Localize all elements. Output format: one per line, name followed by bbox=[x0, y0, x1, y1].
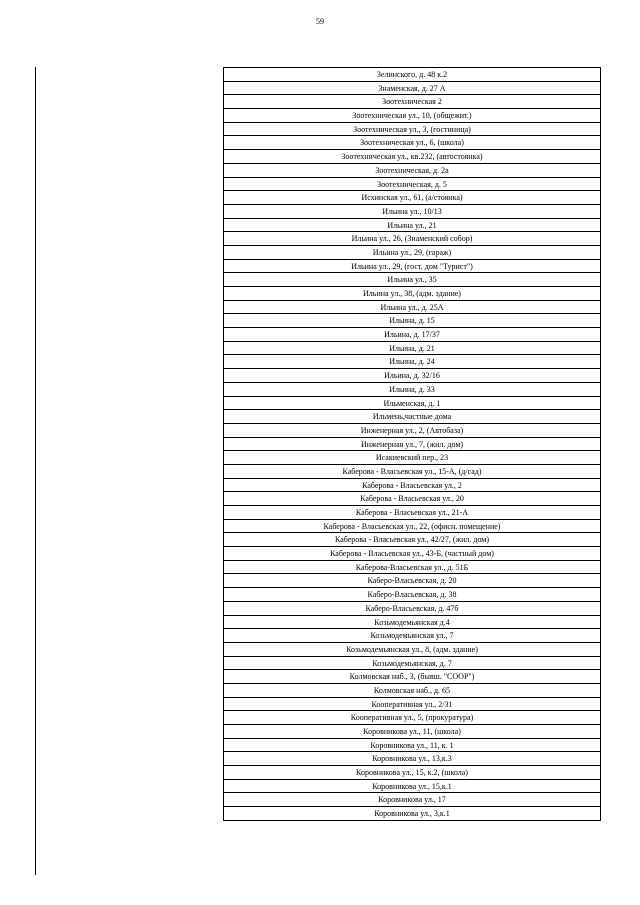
table-row: Ильина, д. 17/37 bbox=[224, 328, 600, 342]
table-row: Зелинского, д. 48 к.2 bbox=[224, 68, 600, 82]
table-row: Ильина, д. 21 bbox=[224, 342, 600, 356]
table-row: Знаменская, д. 27 А bbox=[224, 82, 600, 96]
table-row: Ильмень,частные дома bbox=[224, 410, 600, 424]
table-row: Ильина, д. 15 bbox=[224, 314, 600, 328]
table-row: Каберо-Власьевская, д. 38 bbox=[224, 588, 600, 602]
table-row: Каберова - Власьевская ул., 20 bbox=[224, 492, 600, 506]
table-row: Зоотехническая ул., 3, (гостиница) bbox=[224, 123, 600, 137]
table-row: Кооперативная ул., 2/31 bbox=[224, 698, 600, 712]
table-row: Зоотехническая, д. 2а bbox=[224, 164, 600, 178]
table-row: Инженерная ул., 7, (жил. дом) bbox=[224, 438, 600, 452]
page-number: 59 bbox=[316, 17, 324, 26]
table-row: Коровникова ул., 3,к.1 bbox=[224, 807, 600, 821]
table-row: Коровникова ул., 15, к.2, (школа) bbox=[224, 766, 600, 780]
table-row: Каберо-Власьевская, д. 20 bbox=[224, 574, 600, 588]
table-row: Ильина ул., 29, (гост. дом "Турист") bbox=[224, 260, 600, 274]
table-row: Зоотехническая 2 bbox=[224, 95, 600, 109]
table-row: Каберова - Власьевская ул., 22, (офисн. помещение) bbox=[224, 520, 600, 534]
table-row: Ильина ул., 29, (гараж) bbox=[224, 246, 600, 260]
table-row: Козьмодемьянская д.4 bbox=[224, 616, 600, 630]
table-row: Ильменская, д. 1 bbox=[224, 397, 600, 411]
table-row: Исхинская ул., 61, (а/стоянка) bbox=[224, 191, 600, 205]
table-row: Зоотехническая ул., 6, (школа) bbox=[224, 136, 600, 150]
table-row: Зоотехническая ул., 10, (общежит.) bbox=[224, 109, 600, 123]
table-row: Каберова - Власьевская ул., 21-А bbox=[224, 506, 600, 520]
table-row: Ильина, д. 24 bbox=[224, 355, 600, 369]
table-row: Козьмодемьянская ул., 7 bbox=[224, 629, 600, 643]
table-row: Каберо-Власьевская, д. 47б bbox=[224, 602, 600, 616]
left-margin-line bbox=[35, 67, 36, 875]
address-table bbox=[223, 67, 601, 821]
table-row: Каберова - Власьевская ул., 15-А, (д/сад) bbox=[224, 465, 600, 479]
table-row: Коровникова ул., 17 bbox=[224, 793, 600, 807]
table-row: Коровникова ул., 15,к.1 bbox=[224, 780, 600, 794]
table-row: Ильина, д. 32/16 bbox=[224, 369, 600, 383]
table-row: Каберова - Власьевская ул., 43-Б, (частный дом) bbox=[224, 547, 600, 561]
table-row: Зоотехническая ул., кв.232, (автостоянка) bbox=[224, 150, 600, 164]
table-row: Коровникова ул., 11, к. 1 bbox=[224, 739, 600, 753]
table-row: Каберова-Власьевская ул., д. 51Б bbox=[224, 561, 600, 575]
table-row: Зоотехническая, д. 5 bbox=[224, 178, 600, 192]
table-row: Ильина ул., 21 bbox=[224, 219, 600, 233]
table-row: Козьмодемьянская, д. 7 bbox=[224, 657, 600, 671]
table-row: Колмовская наб., 3, (бывш. "СООР") bbox=[224, 670, 600, 684]
table-row: Исакиевский пер., 23 bbox=[224, 451, 600, 465]
table-row: Инженерная ул., 2, (Автобаза) bbox=[224, 424, 600, 438]
table-row: Каберова - Власьевская ул., 2 bbox=[224, 479, 600, 493]
table-row: Ильина ул., 35 bbox=[224, 273, 600, 287]
table-row: Ильина ул., 10/13 bbox=[224, 205, 600, 219]
table-row: Ильина, д. 33 bbox=[224, 383, 600, 397]
table-row: Ильина ул., 38, (адм. здание) bbox=[224, 287, 600, 301]
table-row: Колмовская наб., д. 65 bbox=[224, 684, 600, 698]
table-row: Козьмодемьянская ул., 8, (адм. здание) bbox=[224, 643, 600, 657]
table-row: Коровникова ул., 13,к.3 bbox=[224, 752, 600, 766]
table-row: Каберова - Власьевская ул., 42/27, (жил. дом) bbox=[224, 533, 600, 547]
table-row: Коровникова ул., 11, (школа) bbox=[224, 725, 600, 739]
table-row: Кооперативная ул., 5, (прокуратура) bbox=[224, 711, 600, 725]
table-row: Ильина ул., д. 25А bbox=[224, 301, 600, 315]
table-row: Ильина ул., 26, (Знаменский собор) bbox=[224, 232, 600, 246]
